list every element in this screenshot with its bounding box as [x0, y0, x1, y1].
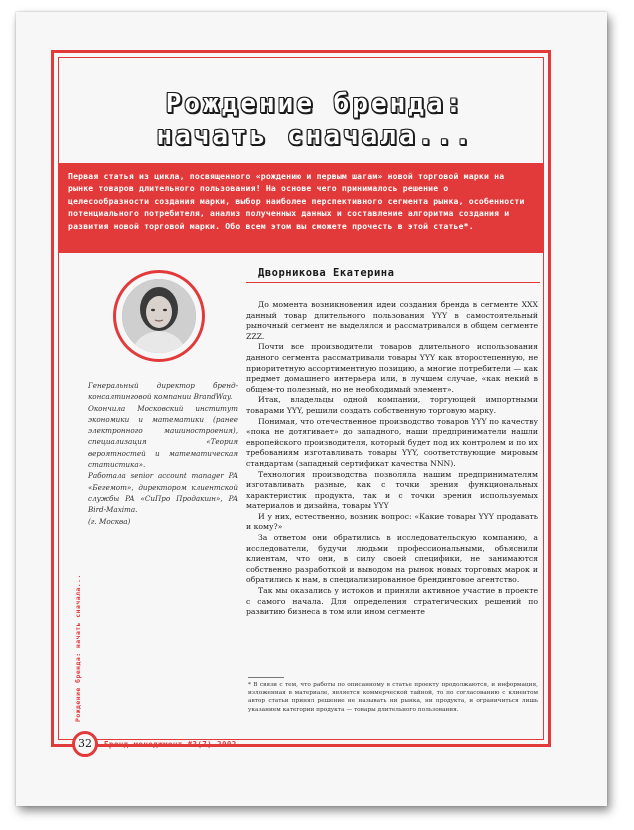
body-paragraph: Так мы оказались у истоков и приняли активное участие в проекте с самого начала. Для определения стратегических решений по развитию бизнеса в том или ином сегменте — [246, 586, 538, 617]
body-paragraph: За ответом они обратились в исследовательскую компанию, а исследователи, будучи людьми профессиональными, объяснили клиентам, что они, в силу своей специфики, не занимаются собственно разработкой и выводом на рынок новых торговых марок и обратились к нам, в специализированное брендинговое агентство. — [246, 533, 538, 585]
body-paragraph: Почти все производители товаров длительного использования данного сегмента рассматривали товары YYY как второстепенную, не приоритетную ассортиментную позицию, а многие потребители — как предмет домашнего интерьера или, в лучшем случае, «как некий в общем-то полезный, но не необходимый элемент». — [246, 342, 538, 394]
journal-issue: Бренд-менеджмент #3(7)-2002 — [104, 740, 237, 749]
bio-line: Окончила Московский институт экономики и математики (ранее электронного машиностроения), специализация «Теория вероятностей и математическая статистика». — [88, 403, 238, 470]
body-paragraph: И у них, естественно, возник вопрос: «Какие товары YYY продавать и кому?» — [246, 511, 538, 532]
body-paragraph: Технология производства позволяла нашим предпринимателям изготавливать разные, как с точки зрения функциональных характеристик продукта, так и с точки зрения используемых материалов и дизайна, товары YYY — [246, 469, 538, 511]
page-number: 32 — [72, 731, 98, 757]
article-title-line-2: начать сначала... — [156, 121, 474, 151]
body-paragraph: Понимая, что отечественное производство товаров YYY по качеству «пока не дотягивает» до западного, наши предприниматели нашли европейского производителя, который будет под их контролем и по их требованиям изготавливать товары YYY, соответствующие мировым стандартам (западный сертификат качества NNN). — [246, 416, 538, 468]
footnote-divider — [248, 677, 284, 678]
author-name: Дворникова Екатерина — [258, 267, 395, 279]
author-photo-frame — [113, 270, 205, 362]
article-title-line-1: Рождение бренда: — [165, 89, 465, 119]
author-divider — [246, 282, 540, 283]
author-photo — [122, 279, 196, 353]
article-title — [70, 88, 560, 152]
bio-line: Работала senior account manager PA «Бегемот», директором клиентской службы PA «СиПро Продакшн», PA Bird-Махіта. — [88, 471, 238, 515]
side-running-title: Рождение бренда: начать сначала... — [74, 574, 82, 722]
body-paragraph: Итак, владельцы одной компании, торгующей импортными товарами YYY, решили создать собственную торговую марку. — [246, 395, 538, 415]
body-paragraph: До момента возникновения идеи создания бренда в сегменте XXX данный товар длительного пользования YYY в самостоятельный рыночный сегмент не выделялся и рассматривался в общем сегменте ZZZ. — [246, 300, 538, 341]
bio-line: Генеральный директор бренд-консалтинговой компании BrandWay. — [88, 381, 238, 402]
article-body — [246, 300, 538, 618]
portrait-image — [122, 279, 196, 353]
bio-line: (г. Москва) — [88, 516, 131, 526]
lead-paragraph: Первая статья из цикла, посвященного «рождению и первым шагам» новой торговой марки на рынке товаров длительного пользования! На основе чего принималось решение о целесообразности создания марки, выбор наиболее перспективного сегмента рынка, особенности потенциального потребителя, анализ полученных данных и составление алгоритма создания и развития новой торговой марки. Обо всем этом вы сможете прочесть в этой статье*. — [58, 163, 544, 253]
author-bio — [88, 380, 238, 527]
footnote: * В связи с тем, что работы по описанному в статье проекту продолжаются, и информация, изложенная в материале, является коммерческой тайной, то по согласованию с клиентом автор статьи принял решение не называть ни рынка, ни продукта, и ограничиться лишь указанием категории продукта — товары длительного пользования. — [248, 682, 538, 713]
